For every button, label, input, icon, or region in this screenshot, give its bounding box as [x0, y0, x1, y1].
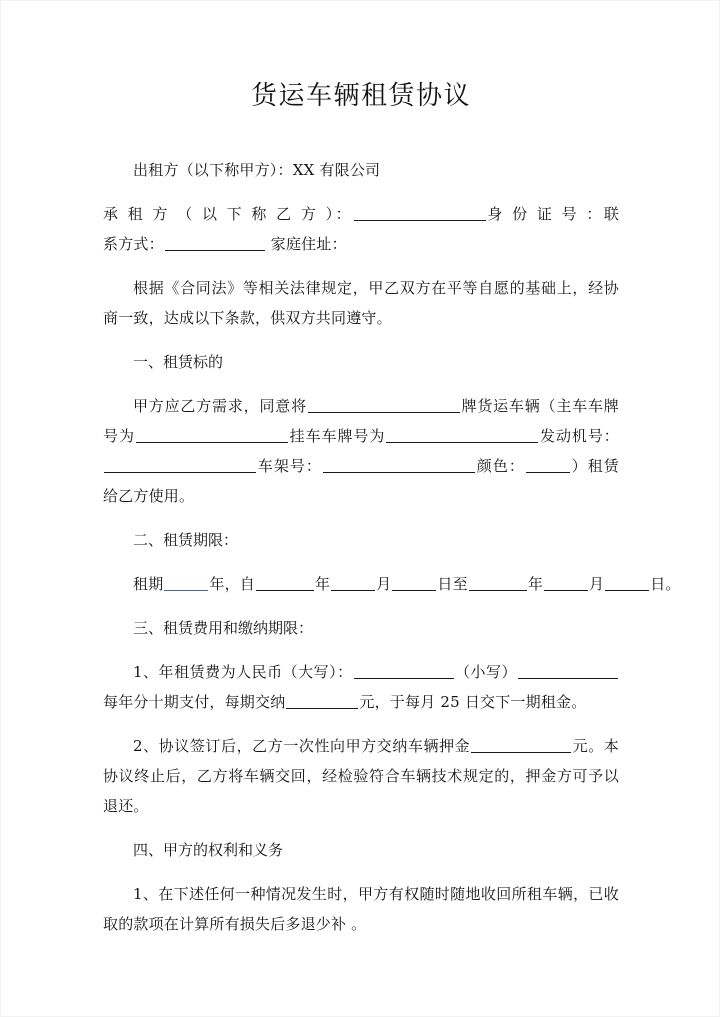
section-1-paragraph: [103, 391, 619, 511]
vehicle-color-blank[interactable]: [526, 457, 570, 473]
lessor-label: 出租方（以下称甲方）：: [133, 161, 293, 179]
section-4-heading: 四、甲方的权利和义务: [133, 841, 284, 859]
spacer-after-title: [103, 113, 619, 155]
spacer-s1-body: [103, 377, 619, 391]
section-3-item-1: [103, 657, 619, 717]
s3-i1-text-a: 1、年租赁费为人民币（大写）：: [133, 663, 353, 681]
spacer-s3-item1: [103, 643, 619, 657]
preamble-paragraph: 根据《合同法》等相关法律规定，甲乙双方在平等自愿的基础上，经协商一致，达成以下条款，供双方共同遵守。: [103, 279, 619, 327]
section-1-heading: 一、租赁标的: [133, 353, 224, 371]
s1-text-f: 颜色：: [475, 457, 525, 475]
s1-text-g: ）: [570, 457, 588, 475]
start-year-blank[interactable]: [256, 575, 314, 591]
spacer-section-4: [103, 821, 619, 835]
s2-text-f: 年: [527, 575, 544, 593]
s1-text-d: 发动机号：: [539, 427, 619, 445]
section-4-item-1: 1、在下述任何一种情况发生时，甲方有权随时随地收回所租车辆，已收取的款项在计算所有损失后多退少补 。: [103, 885, 619, 933]
lessee-label: 承 租 方 （ 以 下 称 乙 方 ）：: [103, 205, 354, 223]
end-day-blank[interactable]: [605, 575, 649, 591]
end-month-blank[interactable]: [544, 575, 588, 591]
s1-text-h: 租赁给乙方使用。: [103, 457, 620, 505]
spacer-section-3: [103, 599, 619, 613]
lessor-value: XX 有限公司: [292, 161, 381, 179]
section-2-paragraph: [103, 569, 681, 599]
vehicle-brand-blank[interactable]: [308, 397, 460, 413]
lessor-line: [103, 155, 619, 185]
deposit-amount-blank[interactable]: [471, 737, 571, 753]
id-number-label: 身 份 证 号 ：: [487, 205, 604, 223]
s2-text-c: 年: [315, 575, 331, 593]
lessee-name-blank[interactable]: [354, 205, 486, 221]
spacer-preamble: [103, 259, 619, 273]
s3-i1-text-d: 元，于每月 25 日交下一期租金。: [359, 693, 587, 711]
lessee-block: [103, 199, 619, 259]
contact-label: 联系方式：: [103, 205, 620, 253]
s1-text-c: 挂车车牌号为: [288, 427, 386, 445]
s3-i2-text-b: 元。本协议终止后，乙方将车辆交回，经检验符合车辆技术规定的，押金方可予以退还。: [103, 737, 619, 815]
installment-amount-blank[interactable]: [286, 693, 358, 709]
s2-text-e: 日至: [437, 575, 468, 593]
start-day-blank[interactable]: [392, 575, 436, 591]
end-year-blank[interactable]: [469, 575, 527, 591]
s2-text-b: 年，自: [209, 575, 256, 593]
contact-blank[interactable]: [165, 235, 265, 251]
section-3-heading: 三、租赁费用和缴纳期限：: [133, 619, 314, 637]
spacer-s3-item2: [103, 717, 619, 731]
vin-number-blank[interactable]: [323, 457, 475, 473]
spacer-section-2: [103, 511, 619, 525]
section-3-item-2: [103, 731, 619, 821]
page-title: 货运车辆租赁协议: [250, 81, 471, 111]
main-plate-blank[interactable]: [136, 427, 288, 443]
s2-text-g: 月: [589, 575, 605, 593]
spacer-parties: [103, 185, 619, 199]
s3-i2-text-a: 2、协议签订后，乙方一次性向甲方交纳车辆押金: [133, 737, 471, 755]
start-month-blank[interactable]: [331, 575, 375, 591]
lease-years-blank[interactable]: [164, 575, 208, 591]
s2-text-a: 租期: [133, 575, 164, 593]
spacer-section-1: [103, 333, 619, 347]
s1-text-e: 车架号：: [257, 457, 322, 475]
engine-number-blank[interactable]: [104, 457, 256, 473]
s3-i1-text-c: 每年分十期支付，每期交纳: [103, 693, 286, 711]
s2-text-h: 日。: [650, 575, 681, 593]
section-2-heading: 二、租赁期限：: [133, 531, 239, 549]
spacer-s2-body: [103, 555, 619, 569]
spacer-s4-item1: [103, 865, 619, 879]
annual-rent-lowercase-blank[interactable]: [518, 663, 618, 679]
document-body: [103, 1, 681, 939]
s3-i1-text-b: （小写）: [454, 663, 517, 681]
s1-text-a: 甲方应乙方需求，同意将: [133, 397, 307, 415]
s2-text-d: 月: [376, 575, 392, 593]
annual-rent-uppercase-blank[interactable]: [354, 663, 454, 679]
s1-text-b: 牌货运车辆（主车车牌号为: [103, 397, 619, 445]
home-address-label: 家庭住址：: [270, 235, 347, 253]
trailer-plate-blank[interactable]: [386, 427, 538, 443]
